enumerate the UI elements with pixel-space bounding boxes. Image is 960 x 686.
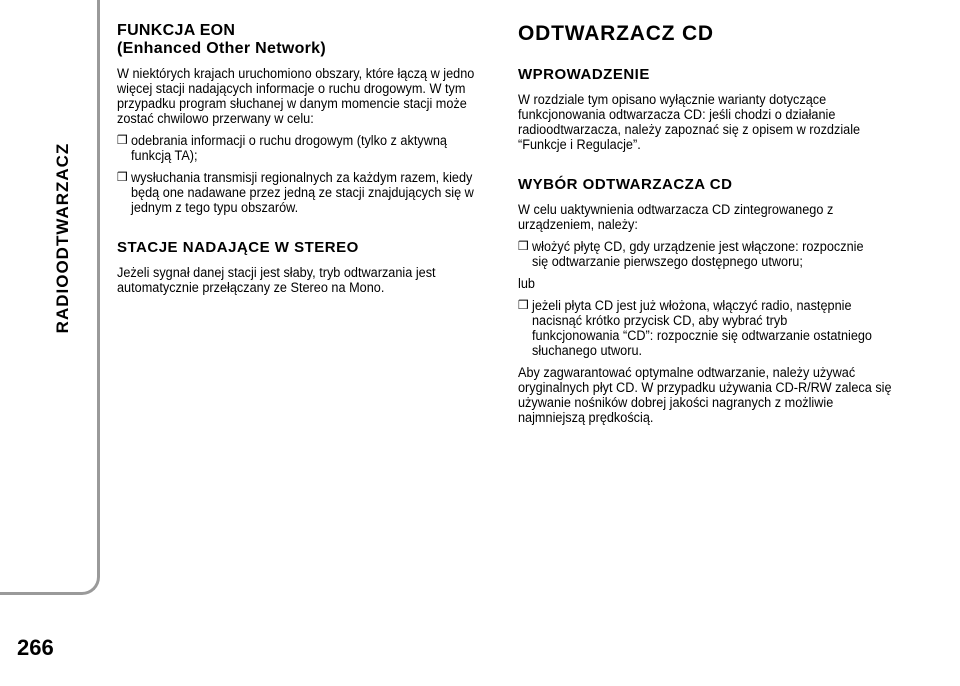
list-item-text: włożyć płytę CD, gdy urządzenie jest włączone: rozpocznie się odtwarzanie pierwszego dostępnego utworu; [532, 239, 864, 269]
section-label: RADIOODTWARZACZ [53, 142, 72, 334]
page-number: 266 [17, 635, 54, 660]
list-item-text: wysłuchania transmisji regionalnych za każdym razem, kiedy będą one nadawane przez jedną ze stacji znajdujących się w jednym z tego typu obszarów. [131, 170, 474, 215]
select-paragraph: W celu uaktywnienia odtwarzacza CD zintegrowanego z urządzeniem, należy: [518, 202, 834, 232]
closing-paragraph: Aby zagwarantować optymalne odtwarzanie, należy używać oryginalnych płyt CD. W przypadku używania CD-R/RW zaleca się używanie nośników dobrej jakości nagranych z możliwie najmniejszą prędkością. [518, 365, 892, 425]
intro-heading: WPROWADZENIE [518, 66, 650, 83]
list-item [518, 239, 898, 269]
list-item [518, 298, 898, 358]
eon-heading [117, 22, 497, 58]
stereo-paragraph: Jeżeli sygnał danej stacji jest słaby, tryb odtwarzania jest automatycznie przełączany ze Stereo na Mono. [117, 265, 436, 295]
left-column [117, 22, 497, 302]
checkbox-bullet-icon: ❒ [518, 239, 529, 253]
intro-paragraph: W rozdziale tym opisano wyłącznie warianty dotyczące funkcjonowania odtwarzacza CD: jeśli chodzi o działanie radioodtwarzacza, należy zapoznać się z opisem w rozdziale “Funkcje i Regulacje”. [518, 92, 861, 152]
right-column [518, 22, 898, 432]
select-heading: WYBÓR ODTWARZACZA CD [518, 176, 733, 193]
side-tab [0, 0, 100, 595]
eon-title: FUNKCJA EON [117, 22, 236, 39]
checkbox-bullet-icon: ❒ [518, 298, 529, 312]
checkbox-bullet-icon: ❒ [117, 133, 128, 147]
list-item-text: jeżeli płyta CD jest już włożona, włączyć radio, następnie nacisnąć krótko przycisk CD, aby wybrać tryb funkcjonowania “CD”: rozpocznie się odtwarzanie ostatniego słuchanego utworu. [532, 298, 873, 358]
eon-subtitle: (Enhanced Other Network) [117, 40, 327, 57]
eon-paragraph: W niektórych krajach uruchomiono obszary, które łączą w jedno więcej stacji nadających informacje o ruchu drogowym. W tym przypadku program słuchanej w danym momencie stacji może zostać chwilowo przerwany w celu: [117, 66, 475, 126]
list-item [117, 133, 497, 163]
list-item-text: odebrania informacji o ruchu drogowym (tylko z aktywną funkcją TA); [131, 133, 447, 163]
cd-player-heading: ODTWARZACZ CD [518, 22, 714, 45]
or-text: lub [518, 276, 535, 291]
checkbox-bullet-icon: ❒ [117, 170, 128, 184]
list-item [117, 170, 497, 215]
stereo-heading: STACJE NADAJĄCE W STEREO [117, 239, 359, 256]
